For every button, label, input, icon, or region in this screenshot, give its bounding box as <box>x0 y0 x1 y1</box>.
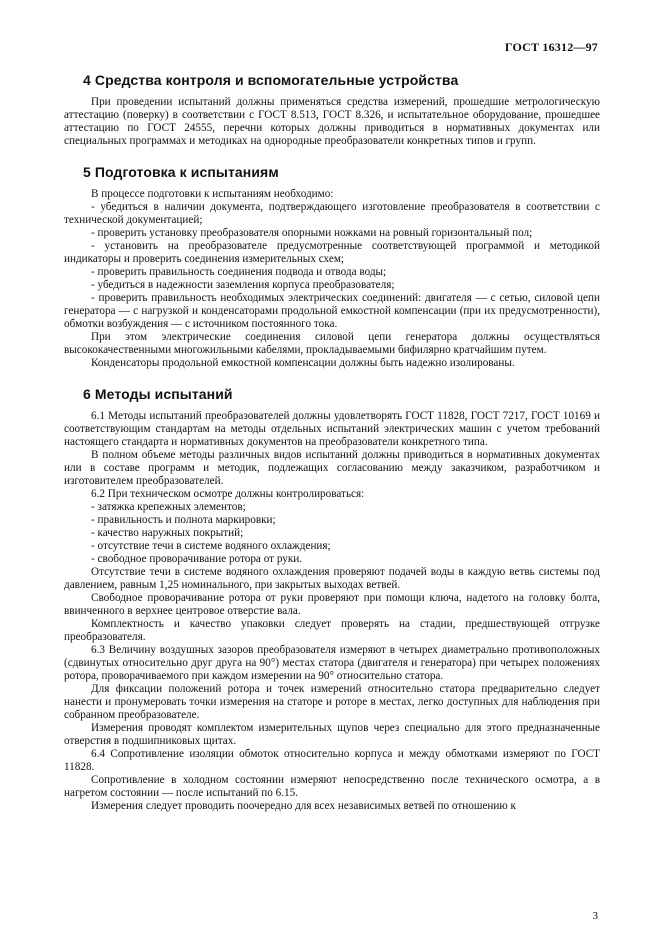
section-4-paragraph: При проведении испытаний должны применяться средства измерений, прошедшие метрологическую аттестацию (поверку) в соответствии с ГОСТ 8.513, ГОСТ 8.326, и испытательное оборудование, прошедшее аттестацию по ГОСТ 24555, перечни которых должны приводиться в нормативных документах или специальных программах и методиках на однородные преобразователи конкретных типов и групп. <box>64 96 600 147</box>
section-5-paragraph: Конденсаторы продольной емкостной компенсации должны быть надежно изолированы. <box>91 357 515 369</box>
list-item: - качество наружных покрытий; <box>91 527 244 539</box>
section-5-intro: В процессе подготовки к испытаниям необходимо: <box>91 188 334 200</box>
page-number: 3 <box>592 910 598 922</box>
standard-code-header: ГОСТ 16312—97 <box>504 40 598 54</box>
list-item: - проверить правильность необходимых электрических соединений: двигателя — с сетью, силовой цепи генератора — с нагрузкой и конденсаторами продольной емкостной компенсации (при их предусмотренности), обмотки возбуждения — с источником постоянного тока. <box>64 292 600 330</box>
section-6-paragraph: Сопротивление в холодном состоянии измеряют непосредственно после технического осмотра, а в нагретом состоянии — после испытаний по 6.15. <box>64 774 600 799</box>
section-6-heading: 6 Методы испытаний <box>83 386 233 402</box>
list-item: - проверить правильность соединения подвода и отвода воды; <box>91 266 387 278</box>
section-6-paragraph: Для фиксации положений ротора и точек измерений относительно статора предварительно следует нанести и пронумеровать точки измерения на статоре и роторе в местах, легко доступных для наблюдения при собранном преобразователе. <box>64 683 600 721</box>
section-6-paragraph: 6.3 Величину воздушных зазоров преобразователя измеряют в четырех диаметрально противоположных (сдвинутых относительно друг друга на 90°) местах статора (двигателя и генератора) при четырех положениях ротора, проворачиваемого при каждом измерении на 90° относительно статора. <box>64 644 600 682</box>
section-6-paragraph: В полном объеме методы различных видов испытаний должны приводиться в нормативных документах или в составе программ и методик, подлежащих согласованию между заказчиком, разработчиком и изготовителем преобразователей. <box>64 449 600 487</box>
list-item: - правильность и полнота маркировки; <box>91 514 276 526</box>
list-item: - убедиться в наличии документа, подтверждающего изготовление преобразователя в соответствии с технической документацией; <box>64 201 600 226</box>
list-item: - отсутствие течи в системе водяного охлаждения; <box>91 540 331 552</box>
section-6-paragraph: Измерения проводят комплектом измерительных щупов через специально для этого предназначенные отверстия в подшипниковых щитах. <box>64 722 600 747</box>
section-6-paragraph: 6.4 Сопротивление изоляции обмоток относительно корпуса и между обмотками измеряют по ГОСТ 11828. <box>64 748 600 773</box>
section-4-heading: 4 Средства контроля и вспомогательные устройства <box>83 72 459 88</box>
list-item: - свободное проворачивание ротора от руки. <box>91 553 303 565</box>
section-6-paragraph: 6.1 Методы испытаний преобразователей должны удовлетворять ГОСТ 11828, ГОСТ 7217, ГОСТ 10169 и соответствующим стандартам на методы отдельных испытаний электрических машин с учетом требований настоящего стандарта и нормативных документов на преобразователи конкретного типа. <box>64 410 600 448</box>
list-item: - проверить установку преобразователя опорными ножками на ровный горизонтальный пол; <box>91 227 533 239</box>
list-item: - убедиться в надежности заземления корпуса преобразователя; <box>91 279 395 291</box>
list-item: - затяжка крепежных элементов; <box>91 501 246 513</box>
section-5-heading: 5 Подготовка к испытаниям <box>83 164 279 180</box>
list-item: - установить на преобразователе предусмотренные соответствующей программой и методикой индикаторы и проверить соединения измерительных схем; <box>64 240 600 265</box>
section-6-paragraph: Измерения следует проводить поочередно для всех независимых ветвей по отношению к <box>91 800 516 812</box>
section-6-paragraph: Свободное проворачивание ротора от руки проверяют при помощи ключа, надетого на головку болта, ввинченного в верхнее центровое отверстие вала. <box>64 592 600 617</box>
section-6-paragraph: Отсутствие течи в системе водяного охлаждения проверяют подачей воды в каждую ветвь системы под давлением, равным 1,25 номинального, при закрытых выходах ветвей. <box>64 566 600 591</box>
section-6-paragraph: 6.2 При техническом осмотре должны контролироваться: <box>91 488 365 500</box>
section-5-paragraph: При этом электрические соединения силовой цепи генератора должны осуществляться высококачественными многожильными кабелями, прокладываемыми бифилярно кратчайшим путем. <box>64 331 600 356</box>
section-6-paragraph: Комплектность и качество упаковки следует проверять на стадии, предшествующей отгрузке преобразователя. <box>64 618 600 643</box>
page-content <box>64 67 600 813</box>
